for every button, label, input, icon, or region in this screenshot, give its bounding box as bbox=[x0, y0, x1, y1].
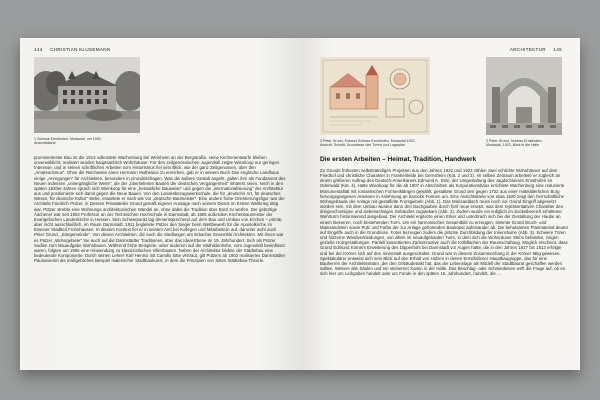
interior-photo-drawing bbox=[486, 57, 562, 135]
book-spread bbox=[20, 38, 580, 370]
left-running-head bbox=[34, 47, 116, 52]
interior-photo bbox=[486, 57, 562, 135]
right-body-text: Zu Grunds frühesten selbstständigen Projekten aus den Jahren 1922 und 1923 zählen zwei schlichte Wohnhäuser auf dem Friedhof und christliche Charakter in Frankenfelde bei Gernsheim (Kat. 2 und 3). Im selben Zeitraum arbeitete er zugleich an einem größeren Auftrag des Deutsch-Amerikaners Edmund A. Stirn, der Umgestaltung des Jagdschlosses Ernsthofen im Odenwald (Kat. 4). Hatte Wienkoop für die ab 1907 in Abschnitten als Korporationshaus errichtete Wachenburg eine reduzierte Monumentalität mit romantischen Formenklängen gewählt, gestaltete Grund den gegen 1722 aus einer mittelalterlichen Burg hervorgegangenen Anwesen in Anlehnung an barocke Formen um. Eine Ansichtskarte von etwa 1920 zeigt den herrschaftliche Wohngebäude der Anlage mit gestaffelte Frontgiebeln (Abb. 1). Das Mansarddach muss noch vor Grund Eingriff abgesetzt worden sein, mit dem Umbau wurden dann drei Dachgauben durch fünf neue ersetzt, was dem repräsentativen Charakter des dreigeschossigen und siebenachsigen Gebäudes zugutekam (Abb. 2). Zudem wurde ein lediglich im Sockelbereich erhaltener Wehrturm historisierend ausgebaut. Der Architekt ergänzte einen Erker und unterbrach sich bei der Gestaltung der Haube an einem kleineren, noch bestehenden Turm. Um ein harmonisches Gesamtbild zu erzeugen, stimmte Grund Bruch- und Mainsandstein sowie Putz und Farbe der zur Anlage gehörenden Bauköper aufeinander ab. Die behutsamen Planmaterial deutet auf Eingriffe auch in die Grundrisse. Fotos bezeugen zudem die präzise Durchbildung der Innenräume (Abb. 3). Schwere Türen und hölzerne Wandverkleidungen, von allem im neuaufgebauten Turm, in dem sich die Wohnräume Stirns befanden, zeigen gezielte Holzgestaltungen. Partiell kassettierten Zackenmotive auch die Kölbflächen der Raumschaftung. Möglich erscheint, dass Grund Edmund Körners Erweiterung des Dipperhofs bei Darmstadt vor Augen hatte, die in den Jahren 1917 bis 1913 erfolgte und bei der Körner sich auf den Innenstatt ausgeschaltet. Grund war in diesem Zusammenhang in der Körner tätig gewesen. Spektakulärer entweist sich sein Blick auf den Erhalt von Holzen in denen Ernsthofener Hauptbaugruppe, das für eine Bauherren der Architektenbüro „der den Gebäudetrakt hat, das der Lebenslage als Modell der Stadtbaurat geschaffen werden sollten. Weitere alte Säulen und ein steinerner Kamin in der Halle. Das Beschlag- oder Schmiedeisen wirft die Frage auf, ob es sich hier um Leihgaben handelt oder um Funde in den späten 16. Jahrhundert, handelt, die ... bbox=[320, 168, 568, 277]
figure1-caption: 1 Schloss Ernsthofen, Modautal, um 1990, Ansichtskarte bbox=[34, 137, 102, 146]
figure3-caption: 3 Peter Grund, Schloss Ernsthofen, Modautal, 1922, Blick in die Halle bbox=[486, 139, 543, 148]
left-body-text: prominentester Bau ist die 1913 vollendete Wachenburg bei Weinheim an der Bergstraße, seine Kirchenentwürfe blieben unverwirklicht, realisiert wurden hauptsächlich Wohnhäuser. Für den zeitgenössischen Jugendstil zeigte Wienkoop nur geringes Interesse, und in seinen schriftlichen Arbeiten vom Historismus fiel sein Blick, wie der ganz Zeitgenossen, über den „Amateurismus“. Ohne die Reichweite eines Hermann Muthesius zu erreichen, gab er in seinem Buch Das englische Landhaus einige „Anregungen“ für Architekten, besonders in Grundrissfragen. Was die äußere Gestalt angeht, galten ihm als Fundament des Neuen indessen „unvergängliche Werte“, die der „überlieferten Bauten der deutschen Vergangenheit“ inhärent seien. Noch in den späten 1920er-Jahren sprach sich Wienkoop für eine „heimatliche Bauweise“ und gegen die „internationalisierung“ der Architektur aus und positionierte sich damit gegen die Neue Bauen. Von den Landesbezugswerkschule, die für „deutsche Art, für deutsches Wesen, für deutsche Kultur“ stehe, erwartete er nach wie vor „deutsche Baumeister“. Eine andere frühe Orientierungsfigur war der Architekt Friedrich Pützer, in Dessen Privatatelier Grund gemäß eigener Aussage nach seinem Dienst im Ersten Weltkrieg tätig war. Pützer strebte eine Wohnungs architektonischen Wandel an, ohne dabei die Tradition über Bord zu werfen. Der gebürtige Aachener war seit 1902 Professor an der Technischen Hochschule in Darmstadt, ab 1905 außerdem Kirchenbaumeister der Evangelischen Landeskirche in Hessen. Sein Schwerpunkt lag dementsprechend auf dem Bau und Umbau von Kirchen – primär, aber nicht ausschließlich, im Raum Darmstadt. 1911 begleitete Pützer den Sieger beim Wettbewerb für die Apostelkirche im Essener Stadtteil Frohnhausen. In diesem Kontext fiel er in seinem Amt bei Kollegen und Mitarbeitern auf, darunter wohl auch Peter Grund, „Stürgemeinde“. Von diesen Architekten, die auch die Siedlungen am Erbacher Ensemble Architekten. Mit ihnen war es Pützer „Wohngebiete“ Sie auch auf die Darmstädter Traditionen, aber das Ideal-Ebene im 19. Jahrhundert. Sich als Pützer Sudien zum Bauaufgabe Wohnbauen. Während frühe Beispiele, unter anderem auf der Mathildenhöhe, vom Jugendstil beeinflusst waren, folgten um 1906 eine Hinwendung zu klassizistischen Villenbauten. Neben der Architektur bildete der Städtebau eine bedeutende Komponente. Durch seinen Lehrer Karl Henrici mit Camillo Sitte vertraut, gilt Pützers ab 1902 realisiertes Darmstädter Paulusviertel als maßgebliches Beispiel malerischer Stadtbaukunst, in dem die Prinzipien von Sittes Städtebau-Theorie. bbox=[34, 155, 286, 264]
architectural-drawing bbox=[320, 57, 430, 135]
castle-photo bbox=[34, 57, 140, 133]
section-heading: Die ersten Arbeiten – Heimat, Tradition, Handwerk bbox=[320, 156, 477, 163]
left-page bbox=[20, 38, 300, 370]
right-page bbox=[300, 38, 580, 370]
right-running-title: ARCHITEKTUR bbox=[509, 47, 546, 52]
castle-photo-drawing bbox=[34, 57, 140, 133]
figure2-caption: 2 Peter Grund, Entwurf Schloss Ernsthofen, Modautal 1922, Ansicht, Schnitt, Grundrisse des Turms und Lageplan bbox=[320, 139, 416, 148]
left-running-title: CHRISTIAN KLUSEMANN bbox=[50, 47, 111, 52]
right-page-number: 145 bbox=[553, 47, 562, 52]
left-page-number: 144 bbox=[34, 47, 43, 52]
architectural-drawing-sheet bbox=[320, 57, 430, 135]
right-running-head bbox=[510, 47, 562, 52]
